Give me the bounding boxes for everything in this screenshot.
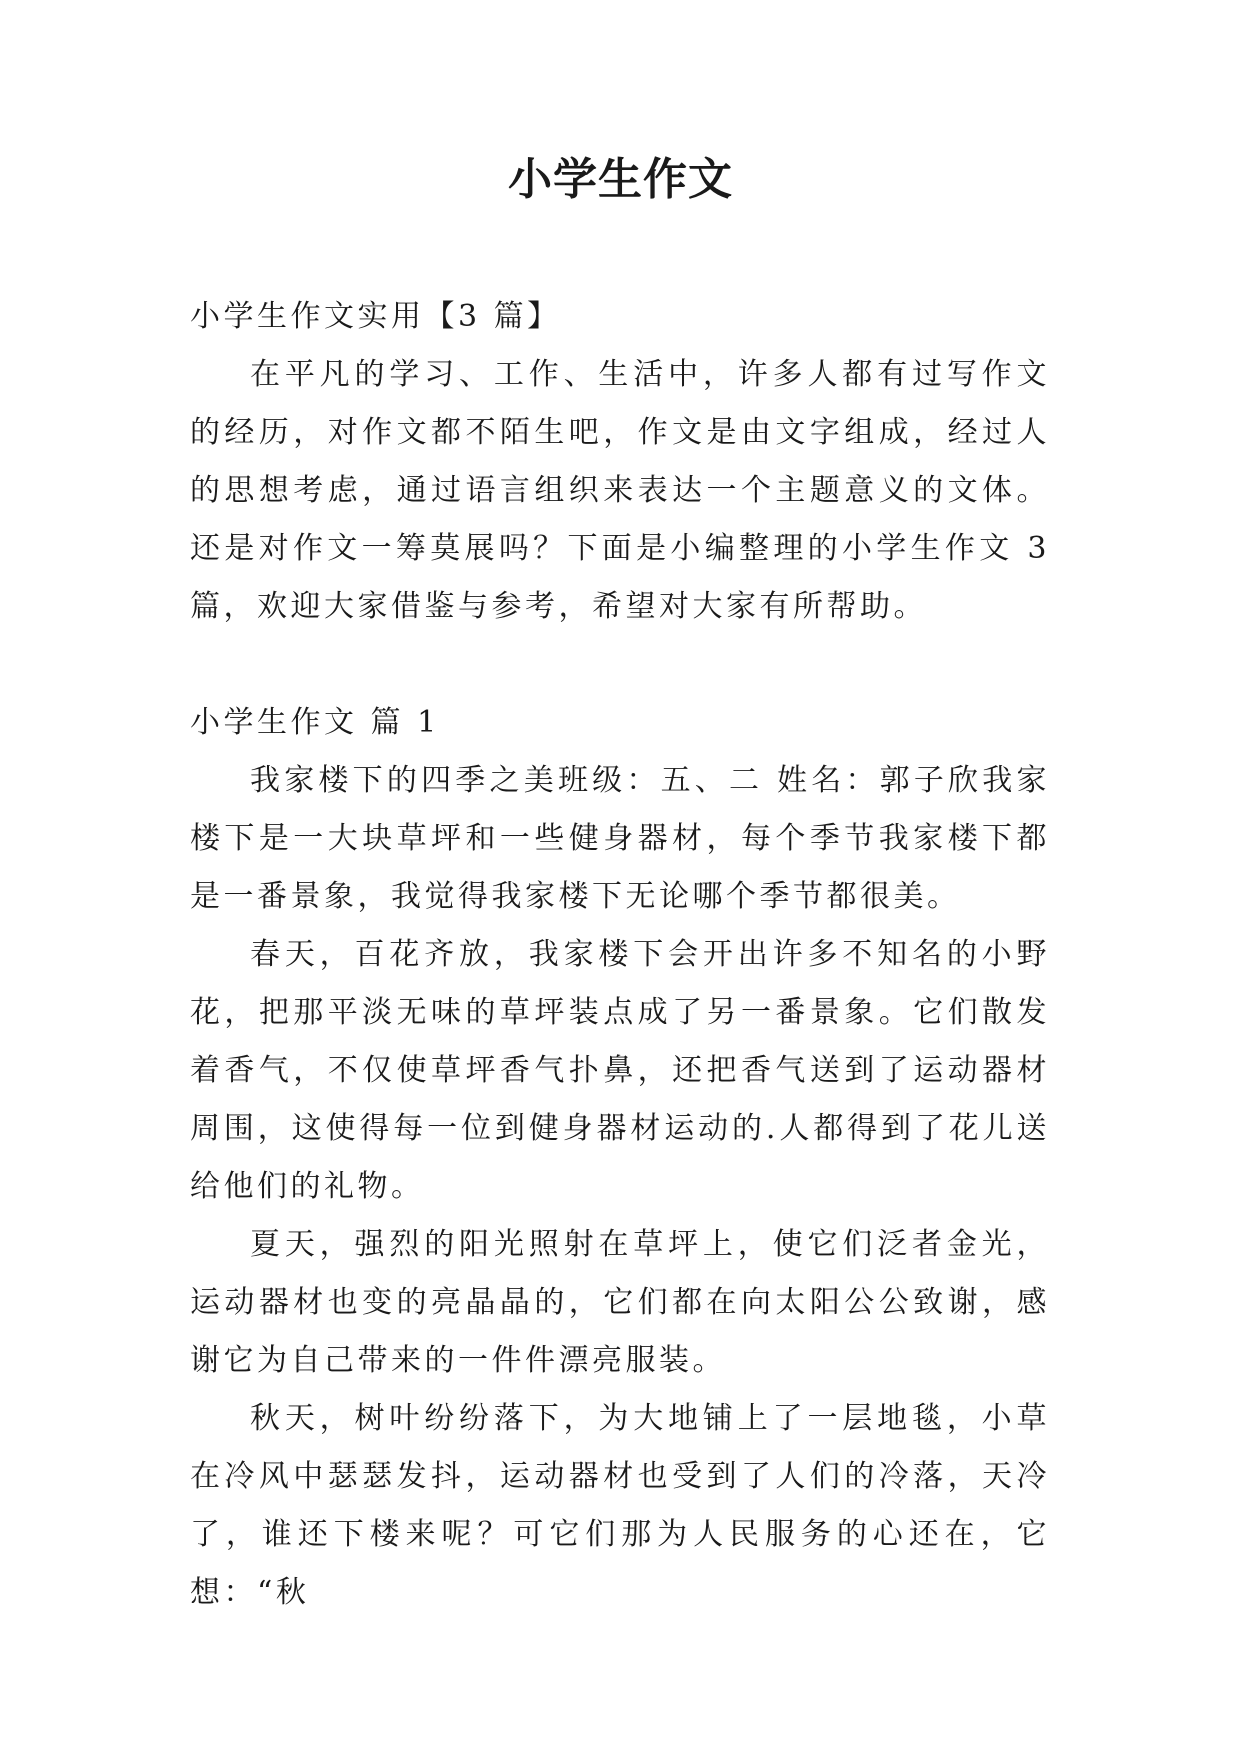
section-1-paragraph-3: 夏天，强烈的阳光照射在草坪上，使它们泛者金光，运动器材也变的亮晶晶的，它们都在向太阳公公致谢，感谢它为自己带来的一件件漂亮服装。: [190, 1227, 1050, 1378]
document-title: 小学生作文: [508, 154, 733, 205]
intro-paragraph: 在平凡的学习、工作、生活中，许多人都有过写作文的经历，对作文都不陌生吧，作文是由文字组成，经过人的思想考虑，通过语言组织来表达一个主题意义的文体。还是对作文一筹莫展吗？下面是小编整理的小学生作文 3 篇，欢迎大家借鉴与参考，希望对大家有所帮助。: [190, 357, 1050, 624]
section-1-paragraph-2: 春天，百花齐放，我家楼下会开出许多不知名的小野花，把那平淡无味的草坪装点成了另一番景象。它们散发着香气，不仅使草坪香气扑鼻，还把香气送到了运动器材周围，这使得每一位到健身器材运动的.人都得到了花儿送给他们的礼物。: [190, 937, 1050, 1204]
section-1-heading: 小学生作文 篇 1: [190, 705, 440, 740]
document-body: [190, 288, 1050, 1622]
intro-heading: 小学生作文实用【3 篇】: [190, 299, 561, 334]
section-1-paragraph-4: 秋天，树叶纷纷落下，为大地铺上了一层地毯，小草在冷风中瑟瑟发抖，运动器材也受到了人们的冷落，天冷了，谁还下楼来呢？可它们那为人民服务的心还在，它想：“秋: [190, 1401, 1050, 1610]
section-spacer: [190, 636, 1050, 694]
section-1-paragraph-1: 我家楼下的四季之美班级：五、二 姓名：郭子欣我家楼下是一大块草坪和一些健身器材，每个季节我家楼下都是一番景象，我觉得我家楼下无论哪个季节都很美。: [190, 763, 1050, 914]
